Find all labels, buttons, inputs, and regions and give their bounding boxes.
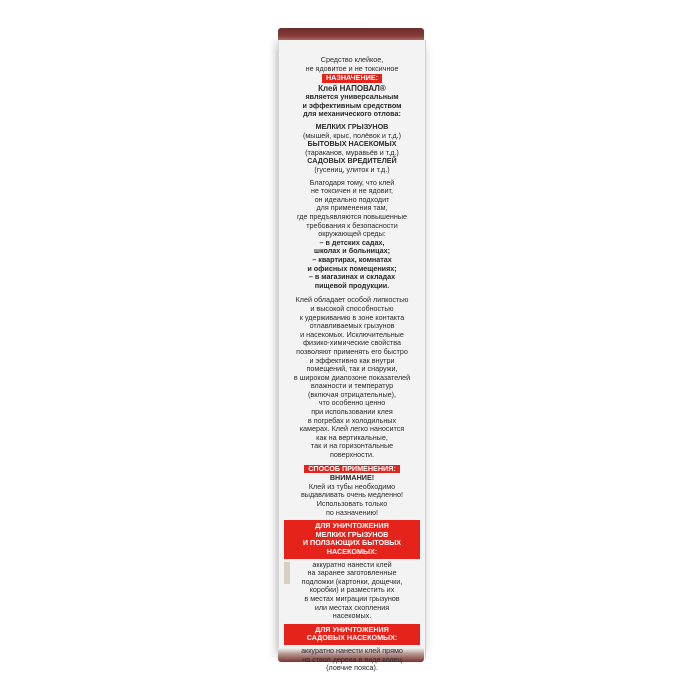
para2-line: к удерживанию в зоне контакта <box>299 312 405 322</box>
place-line: школах и больницах; <box>314 246 390 256</box>
attention-line: выдавливать очень медленно! <box>300 490 404 500</box>
brand-line: Клей НАПОВАЛ® <box>318 83 386 93</box>
para1-line: требования к безопасности <box>306 220 398 230</box>
target-detail: (гусениц, улиток и т.д.) <box>314 165 390 175</box>
para2-line: и высокой способностью <box>310 303 394 313</box>
intro-line-1: Средство клейкое, <box>320 55 384 64</box>
label-strip-decor <box>284 562 290 584</box>
block1-line: ДЛЯ УНИЧТОЖЕНИЯ <box>315 521 389 531</box>
para2-line: что особенно ценно <box>318 398 386 408</box>
block1-text-line: насекомых. <box>332 611 372 621</box>
label-text <box>284 56 420 673</box>
place-line: – квартирах, комнатах <box>312 254 392 264</box>
intro-line-2: не ядовитое и не токсичное <box>305 63 399 73</box>
block1-line: НАСЕКОМЫХ: <box>326 546 378 556</box>
block1-line: МЕЛКИХ ГРЫЗУНОВ <box>315 529 389 539</box>
place-line: – в магазинах и складах <box>308 272 396 282</box>
para2-line: поверхности. <box>330 450 374 460</box>
block2-line: ДЛЯ УНИЧТОЖЕНИЯ <box>315 624 389 634</box>
target-title: БЫТОВЫХ НАСЕКОМЫХ <box>307 139 397 149</box>
para2-line: в погребах и холодильных <box>307 415 397 425</box>
para2-line: в широком диапозоне показателей <box>293 372 411 382</box>
para2-line: отлавливаемых грызунов <box>309 321 395 331</box>
method-heading: СПОСОБ ПРИМЕНЕНИЯ: <box>304 465 400 474</box>
block1-text-line: на заранее заготовленные <box>307 568 397 578</box>
para2-line: (включая отрицательные), <box>307 389 397 399</box>
block1-text-line: в местах миграции грызунов <box>304 593 400 603</box>
purpose-heading: НАЗНАЧЕНИЕ: <box>322 74 382 83</box>
place-line: и офисных помещениях; <box>307 263 397 273</box>
para1-line: он идеально подходит <box>314 194 390 204</box>
para2-line: позволяют применять его быстро <box>296 346 408 356</box>
target-title: САДОВЫХ ВРЕДИТЕЛЕЙ <box>307 156 397 166</box>
block1-text-line: подложки (картонки, дощечки, <box>301 576 403 586</box>
rodent-insect-block <box>284 520 420 558</box>
para2-line: влажности и температур <box>310 381 394 391</box>
para2-line: и эффективно как внутри <box>309 355 395 365</box>
block2-line: САДОВЫХ НАСЕКОМЫХ: <box>306 633 398 643</box>
para2-line: и насекомых. Исключительные <box>300 329 404 339</box>
target-detail: (тараканов, муравьёв и т.д.) <box>305 147 399 157</box>
attention-line: Клей из тубы необходимо <box>308 481 396 491</box>
block2-text-line: (ловчие пояса). <box>326 663 378 673</box>
target-detail: (мышей, крыс, полёвок и т.д.) <box>302 130 402 140</box>
block1-text-line: аккуратно нанести клей <box>312 559 392 569</box>
para2-line: помещений, так и снаружи, <box>306 364 398 374</box>
para2-line: Клей обладает особой липкостью <box>295 295 409 305</box>
block1-text-line: коробки) и разместить их <box>309 585 395 595</box>
para2-line: камерах. Клей легко наносится <box>299 424 405 434</box>
attention-heading: ВНИМАНИЕ! <box>329 473 375 483</box>
para1-line: для применения там, <box>316 203 388 213</box>
para1-line: где предъявляются повышенные <box>296 212 408 221</box>
para2-line: как на вертикальные, <box>316 432 388 442</box>
place-line: пищевой продукции. <box>314 280 390 290</box>
block1-text-line: или местах скопления <box>314 602 390 612</box>
desc-line-2: и эффективным средством <box>302 100 402 110</box>
para2-line: физико-химические свойства <box>303 338 401 348</box>
attention-line: Использовать только <box>316 499 388 508</box>
desc-line-1: является универсальным <box>305 92 399 102</box>
desc-line-3: для механического отлова: <box>303 109 401 119</box>
target-title: МЕЛКИХ ГРЫЗУНОВ <box>315 122 389 132</box>
para1-line: не токсичен и не ядовит, <box>310 186 394 196</box>
para1-line: окружающей среды: <box>318 229 386 239</box>
block2-text-line: аккуратно нанести клей прямо <box>301 645 403 655</box>
place-line: – в детских садах, <box>319 237 385 247</box>
block1-line: И ПОЛЗАЮЩИХ БЫТОВЫХ <box>302 538 402 548</box>
attention-line: по назначению! <box>326 507 378 517</box>
para2-line: так и на горизонтальные <box>310 441 394 451</box>
garden-insect-block <box>284 624 420 645</box>
para2-line: при использовании клея <box>311 407 393 417</box>
para1-line: Благодаря тому, что клей <box>309 177 395 187</box>
block2-text-line: на ствол дерева в виде колец <box>302 654 402 664</box>
